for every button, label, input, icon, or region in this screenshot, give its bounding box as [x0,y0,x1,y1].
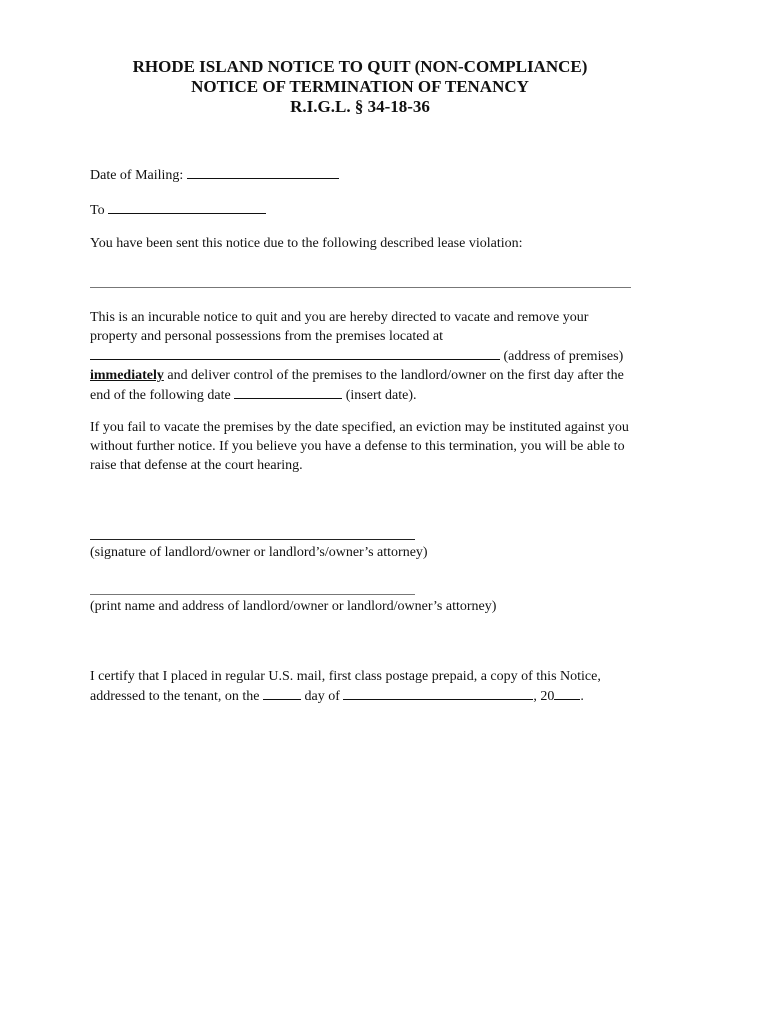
address-of-premises-label: (address of premises) [503,349,624,364]
violation-intro: You have been sent this notice due to the following described lease violation: [90,236,523,251]
address-of-premises-field[interactable] [90,346,500,360]
certify-line-1: I certify that I placed in regular U.S. mail, first class postage prepaid, a copy of this Notice, [90,669,601,684]
end-date-row [90,385,635,405]
print-name-label: (print name and address of landlord/owner or landlord/owner’s attorney) [90,599,497,614]
failure-to-vacate-paragraph [90,418,635,475]
certify-day-field[interactable] [263,686,301,700]
document-title-line-1: RHODE ISLAND NOTICE TO QUIT (NON-COMPLIANCE) [132,57,588,76]
document-title-line-2: NOTICE OF TERMINATION OF TENANCY [191,77,529,96]
certify-day-of-text: day of [304,689,340,704]
statute-reference: R.I.G.L. § 34-18-36 [290,97,430,116]
incurable-line-1: This is an incurable notice to quit and you are hereby directed to vacate and remove your [90,310,589,325]
immediately-emphasis: immediately [90,368,164,383]
certification-paragraph [90,667,650,706]
date-of-mailing-label: Date of Mailing: [90,168,184,183]
signature-line[interactable] [90,539,415,540]
end-date-field[interactable] [234,385,342,399]
incurable-line-2: property and personal possessions from the premises located at [90,329,444,344]
incurable-notice-paragraph [90,308,635,405]
end-date-text: end of the following date [90,388,231,403]
date-of-mailing-row [90,165,339,185]
certify-period: . [580,689,584,704]
immediately-row [90,366,635,385]
deliver-control-text: and deliver control of the premises to the landlord/owner on the first day after the [163,368,624,383]
to-label: To [90,203,105,218]
address-row [90,346,635,366]
fail-line-2: without further notice. If you believe you have a defense to this termination, you will be able to [90,439,625,454]
fail-line-3: raise that defense at the court hearing. [90,458,303,473]
signature-label: (signature of landlord/owner or landlord’s/owner’s attorney) [90,545,428,560]
recipient-row [90,200,266,220]
certify-on-the-text: addressed to the tenant, on the [90,689,260,704]
certify-year-prefix: , 20 [533,689,555,704]
fail-line-1: If you fail to vacate the premises by the date specified, an eviction may be instituted against you [90,420,629,435]
insert-date-label: (insert date). [345,388,417,403]
certify-month-field[interactable] [343,686,533,700]
certify-year-field[interactable] [554,686,580,700]
violation-description-field[interactable] [90,287,631,288]
recipient-field[interactable] [108,200,266,214]
print-name-line[interactable] [90,594,415,595]
date-of-mailing-field[interactable] [187,165,339,179]
certify-line-2 [90,686,650,706]
